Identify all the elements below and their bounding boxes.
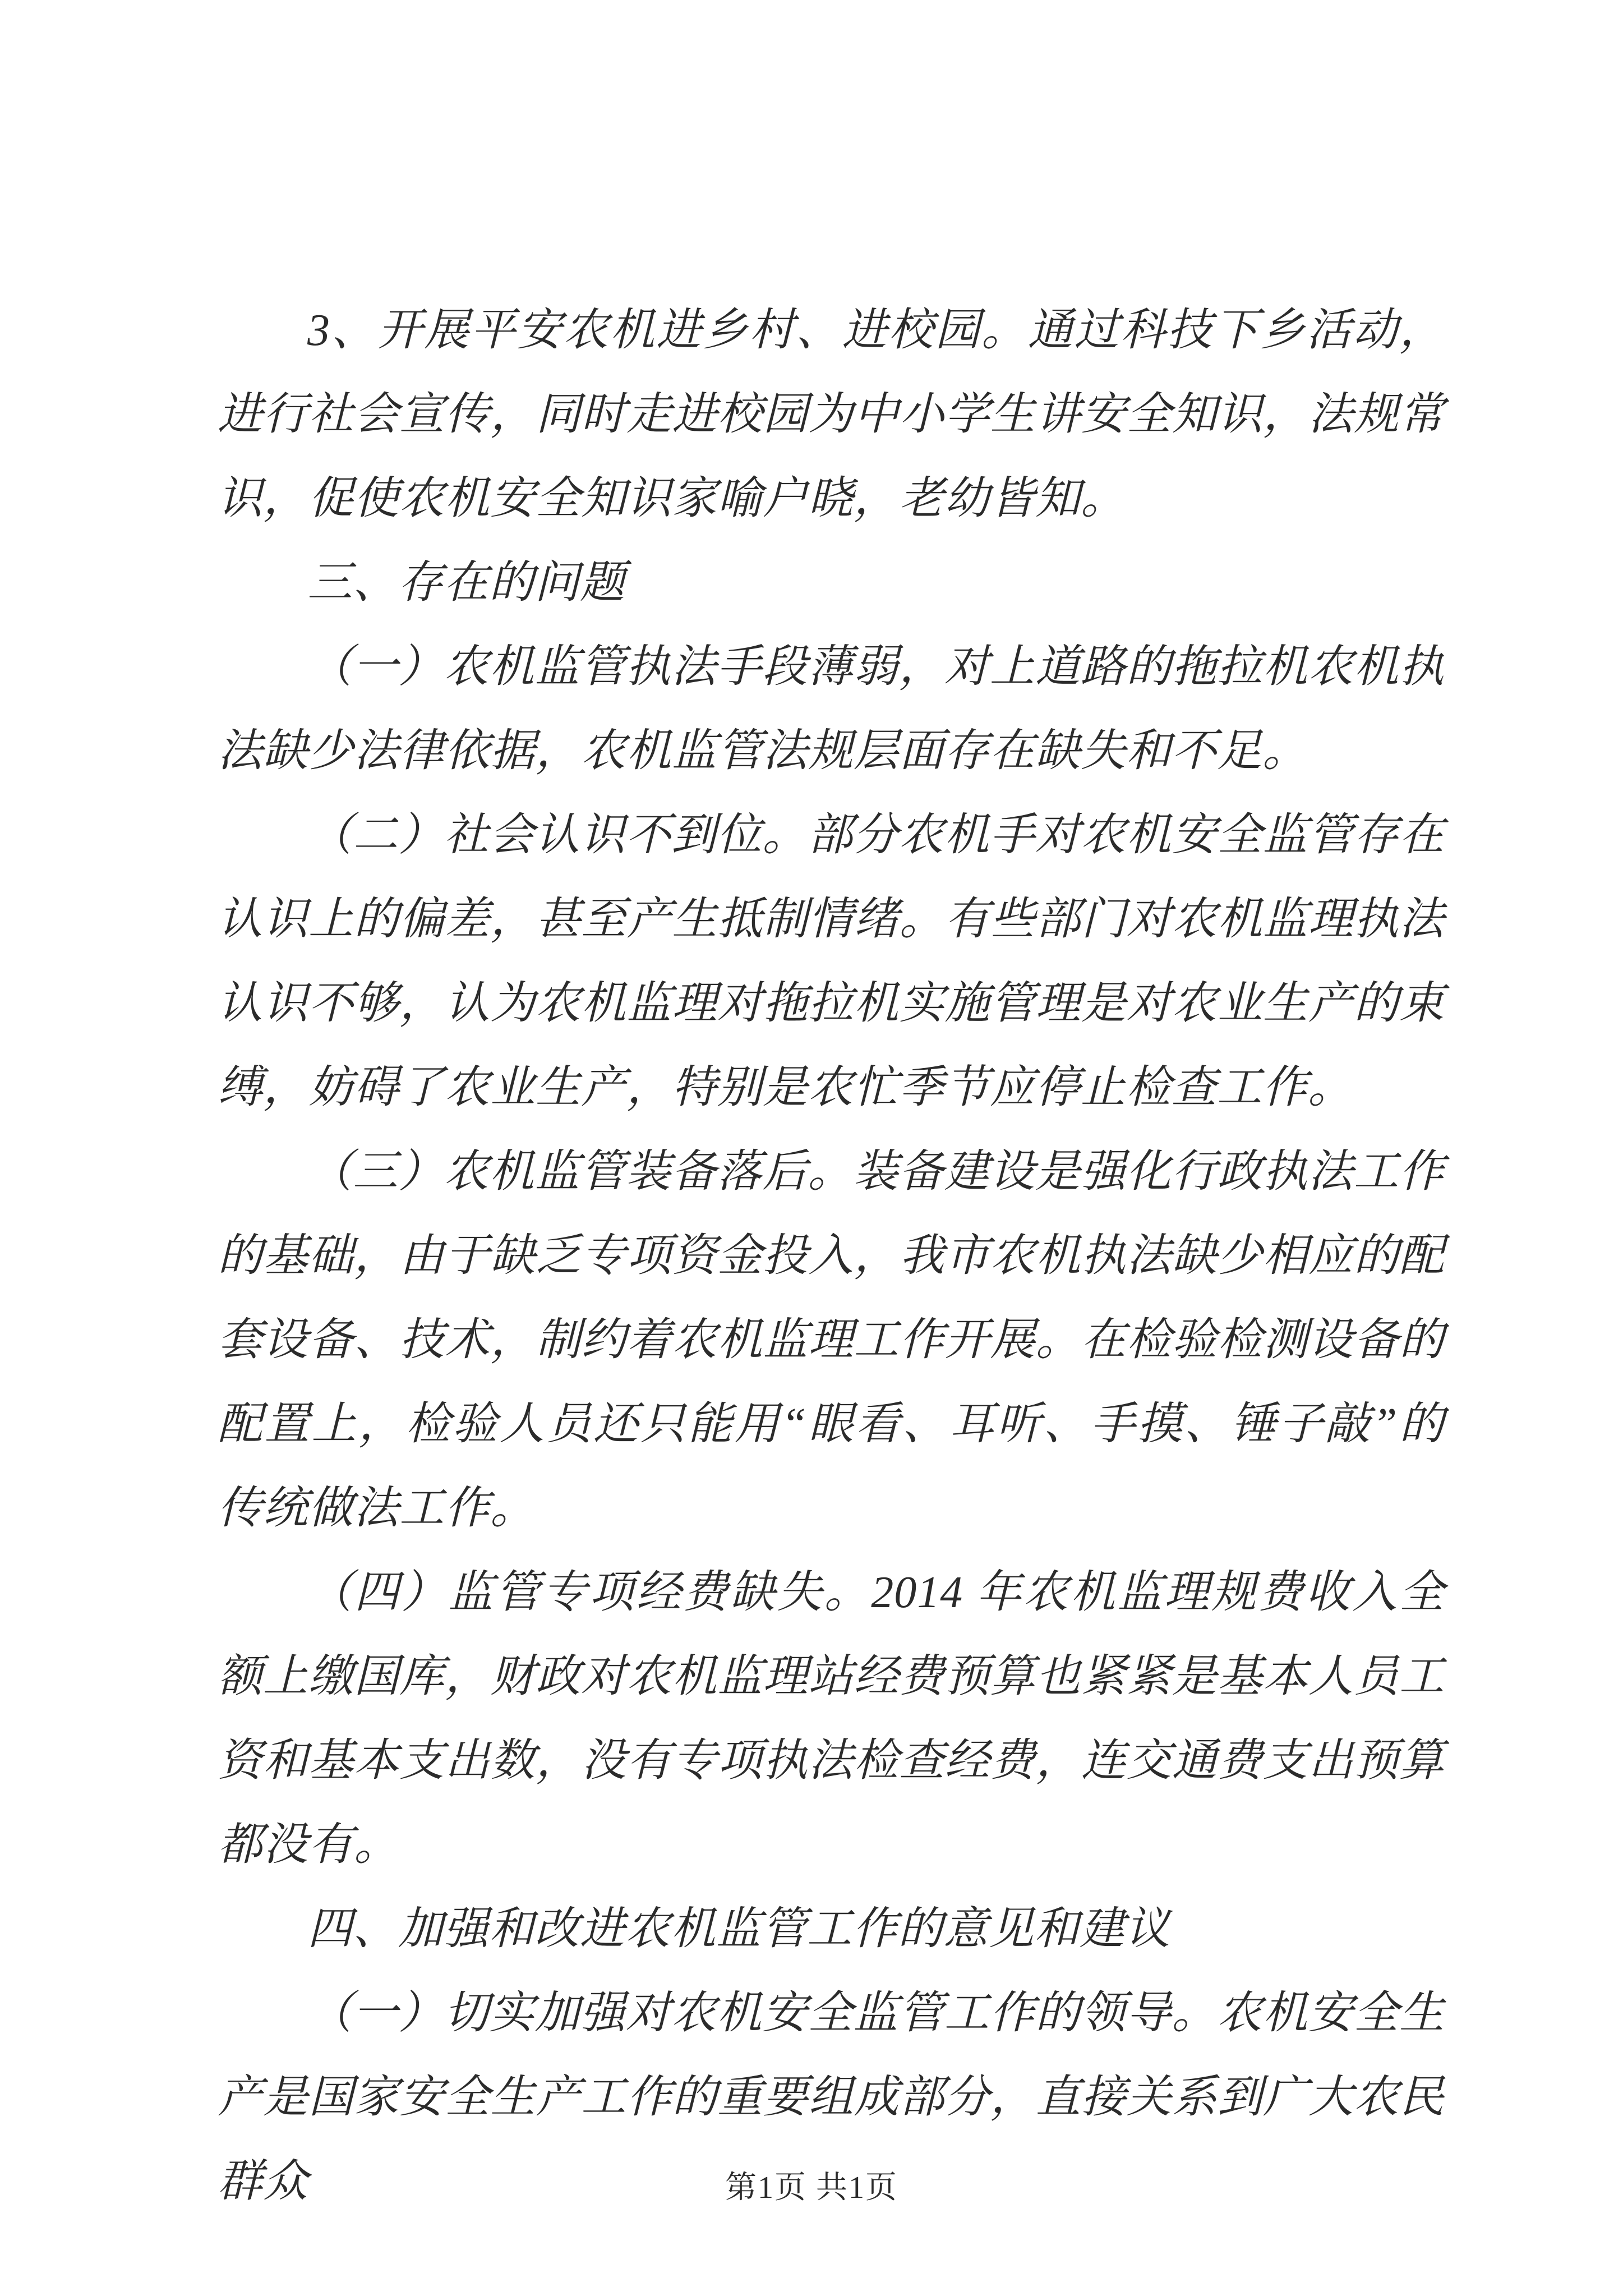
section-heading: 三、存在的问题 [307,558,625,608]
paragraph: 3、开展平安农机进乡村、进校园。通过科技下乡活动，进行社会宣传，同时走进校园为中小学生讲安全知识，法规常识，促使农机安全知识家喻户晓，老幼皆知。 [218,306,1445,523]
section-heading: 四、加强和改进农机监管工作的意见和建议 [307,1904,1170,1954]
document-body [218,288,1445,2224]
paragraph: （一）切实加强对农机安全监管工作的领导。农机安全生产是国家安全生产工作的重要组成部分，直接关系到广大农民群众 [218,1989,1445,2206]
page-number-label: 第1页 共1页 [725,2170,898,2205]
paragraph: （二）社会认识不到位。部分农机手对农机安全监管存在认识上的偏差，甚至产生抵制情绪。有些部门对农机监理执法认识不够，认为农机监理对拖拉机实施管理是对农业生产的束缚，妨碍了农业生产，特别是农忙季节应停止检查工作。 [218,811,1445,1112]
paragraph: （四）监管专项经费缺失。2014 年农机监理规费收入全额上缴国库，财政对农机监理站经费预算也紧紧是基本人员工资和基本支出数，没有专项执法检查经费，连交通费支出预算都没有。 [218,1568,1445,1870]
paragraph: （一）农机监管执法手段薄弱，对上道路的拖拉机农机执法缺少法律依据，农机监管法规层面存在缺失和不足。 [218,642,1445,776]
paragraph: （三）农机监管装备落后。装备建设是强化行政执法工作的基础，由于缺乏专项资金投入，我市农机执法缺少相应的配套设备、技术，制约着农机监理工作开展。在检验检测设备的配置上，检验人员还只能用“眼看、耳听、手摸、锤子敲”的传统做法工作。 [218,1147,1445,1533]
page-footer [0,2162,1623,2207]
